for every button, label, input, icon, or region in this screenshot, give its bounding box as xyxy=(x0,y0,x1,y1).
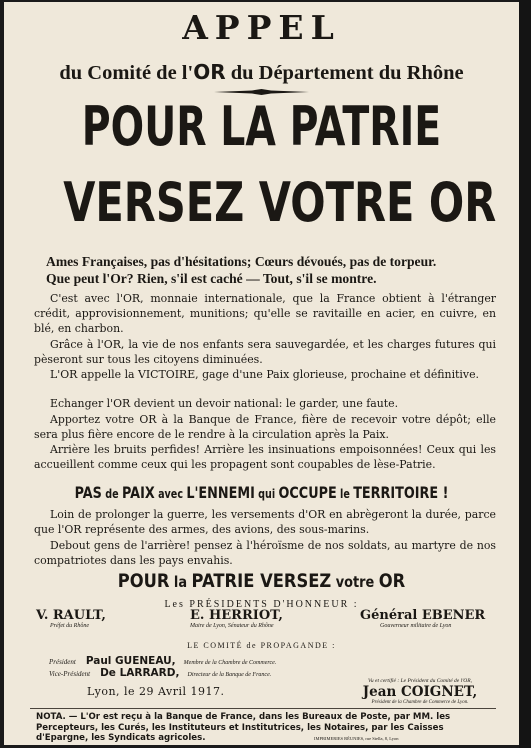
closing-slogan xyxy=(40,570,483,592)
comite-header: LE COMITÉ de PROPAGANDE : xyxy=(187,641,336,650)
lead-line1: Ames Françaises, pas d'hésitations; Cœurs dévoués, pas de torpeur. xyxy=(46,254,437,269)
presidents-header: Les PRÉSIDENTS D'HONNEUR : xyxy=(164,599,359,610)
comite-1-name: Paul GUENEAU, xyxy=(85,655,176,667)
nota-text: NOTA. — L'Or est reçu à la Banque de France, dans les Bureaux de Poste, par MM. les Percepteurs, les Curés, les Instituteurs et Institutrices, les Notaires, par les Caisses d'Epargne, les Syndicats agricoles. xyxy=(36,712,451,743)
paix-w4: avec xyxy=(154,487,187,501)
printer-imprint: IMPRIMERIES RÉUNIES, rue Stella, 8, Lyon xyxy=(314,736,399,741)
president-3 xyxy=(360,608,485,629)
subtitle-or: OR xyxy=(193,60,226,84)
comite-2-role: Directeur de la Banque de France. xyxy=(187,672,272,678)
slogan-w3: PATRIE xyxy=(191,570,255,592)
poster-subtitle xyxy=(4,60,519,85)
paix-w8: le xyxy=(336,487,354,501)
poster-date: Lyon, le 29 Avril 1917. xyxy=(87,685,225,698)
photo-edge xyxy=(519,0,531,748)
signature-name: Jean COIGNET, xyxy=(362,684,478,700)
president-3-name: Général EBENER xyxy=(360,608,486,623)
paragraph-2: Grâce à l'OR, la vie de nos enfants sera sauvegardée, et les charges futures qui pèseront sur tous les citoyens diminuées. xyxy=(34,338,496,366)
paix-w5: L'ENNEMI xyxy=(186,483,255,502)
comite-2-label: Vice-Président xyxy=(49,670,91,678)
slogan-w4: VERSEZ xyxy=(254,570,332,592)
signature-role: Président de la Chambre de Commerce de Lyon. xyxy=(371,700,469,705)
signature-label: Vu et certifié : Le Président du Comité de l'OR, xyxy=(367,678,473,684)
subtitle-after: du Département du Rhône xyxy=(225,62,464,84)
headline-line2: VERSEZ VOTRE OR xyxy=(63,171,497,234)
president-3-role: Gouverneur militaire de Lyon xyxy=(380,623,452,629)
signature-block xyxy=(340,678,500,705)
paix-slogan xyxy=(56,483,468,502)
paragraph-6: Arrière les bruits perfides! Arrière les insinuations empoisonnées! Ceux qui les accueillent comme ceux qui les propagent sont coupables de lèse-Patrie. xyxy=(34,443,496,471)
president-1-name: V. RAULT, xyxy=(36,608,106,623)
lead-line2: Que peut l'Or? Rien, s'il est caché — Tout, s'il se montre. xyxy=(46,271,377,286)
paragraph-5: Apportez votre OR à la Banque de France, fière de recevoir votre dépôt; elle sera plus fière encore de le rendre à la circulation après la Paix. xyxy=(34,413,496,441)
paix-w7: OCCUPE xyxy=(278,483,337,502)
slogan-w6: OR xyxy=(378,570,406,592)
paix-w9: TERRITOIRE ! xyxy=(353,483,449,502)
slogan-w2: la xyxy=(169,573,192,591)
poster xyxy=(4,2,519,745)
headline-line1: POUR LA PATRIE xyxy=(81,95,442,158)
comite-member-2 xyxy=(49,663,271,681)
paragraph-3: L'OR appelle la VICTOIRE, gage d'une Paix glorieuse, prochaine et définitive. xyxy=(50,368,479,381)
president-1-role: Préfet du Rhône xyxy=(50,623,89,629)
paix-w2: de xyxy=(101,487,122,501)
president-2-role: Maire de Lyon, Sénateur du Rhône xyxy=(190,623,274,629)
paragraph-7: Loin de prolonger la guerre, les versements d'OR en abrègeront la durée, parce que l'OR représente des armes, des avions, des sous-marins. xyxy=(34,508,496,536)
president-2 xyxy=(190,608,283,629)
comite-2-name: De LARRARD, xyxy=(100,667,180,679)
president-1 xyxy=(36,608,106,629)
subtitle-before: du Comité de l' xyxy=(59,62,194,84)
paragraph-1: C'est avec l'OR, monnaie internationale, que la France obtient à l'étranger crédit, approvisionnement, munitions; qu'elle se ravitaille en acier, en cuivre, en blé, en charbon. xyxy=(34,292,496,335)
president-2-name: E. HERRIOT, xyxy=(190,608,283,623)
divider-rule xyxy=(30,708,496,709)
slogan-w1: POUR xyxy=(117,570,170,592)
paix-w1: PAS xyxy=(74,483,102,502)
poster-title: APPEL xyxy=(182,8,341,47)
paragraph-4: Echanger l'OR devient un devoir national: le garder, une faute. xyxy=(50,397,399,410)
slogan-w5: votre xyxy=(331,573,379,591)
paragraph-8: Debout gens de l'arrière! pensez à l'héroïsme de nos soldats, au martyre de nos compatriotes dans les pays envahis. xyxy=(34,539,496,567)
paix-w6: qui xyxy=(254,487,279,501)
paix-w3: PAIX xyxy=(121,483,155,502)
comite-1-label: Président xyxy=(49,658,76,666)
comite-1-role: Membre de la Chambre de Commerce. xyxy=(183,660,277,666)
